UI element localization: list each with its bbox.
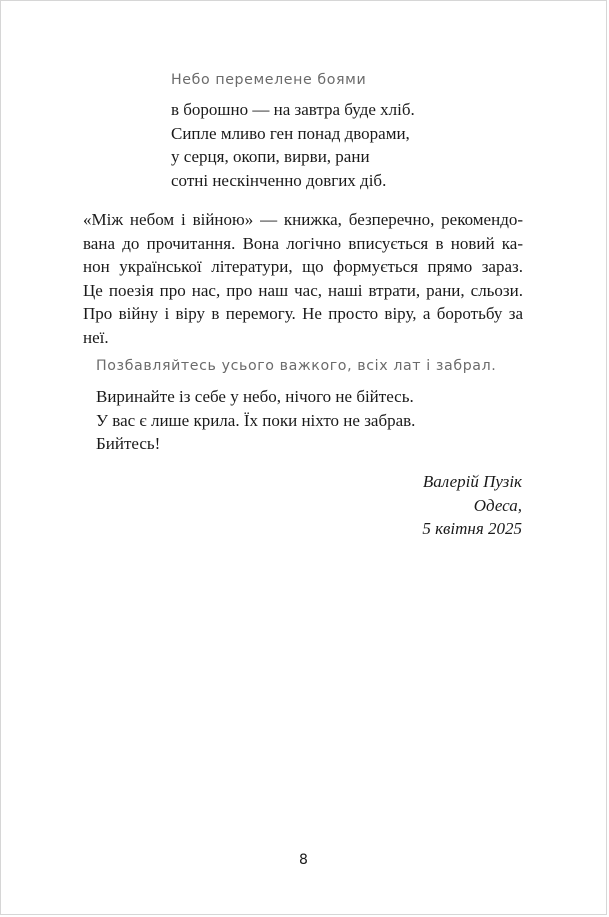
poem1-line: сотні нескінченно довгих діб. [171, 170, 387, 190]
poem2-line: Виринайте із себе у небо, нічого не бійтесь. [96, 387, 414, 406]
page-number: 8 [299, 852, 308, 868]
signature-date: 5 квітня 2025 [422, 519, 522, 538]
signature-block [422, 470, 522, 541]
paragraph-line: нон української літератури, що формується прямо зараз. [83, 257, 523, 276]
poem2-line: У вас є лише крила. Їх поки ніхто не забрав. [96, 410, 416, 430]
paragraph-line: неї. [83, 327, 109, 347]
signature-author: Валерій Пузік [422, 472, 522, 491]
paragraph-line: Це поезія про нас, про наш час, наші втрати, рани, сльози. [83, 280, 523, 300]
poem2-title: Позбавляйтесь усього важкого, всіх лат і забрал. [96, 358, 497, 374]
poem2-line: Бийтесь! [96, 434, 161, 453]
poem1-title: Небо перемелене боями [171, 72, 367, 88]
poem1-line: в борошно — на завтра буде хліб. [171, 100, 415, 119]
signature-city: Одеса, [473, 495, 522, 515]
paragraph-line: «Між небом і війною» — книжка, безперечно, рекомендо- [83, 210, 523, 229]
review-paragraph [83, 208, 523, 349]
poem1-stanza [171, 98, 415, 192]
paragraph-line: вана до прочитання. Вона логічно вписується в новий ка- [83, 233, 523, 253]
paragraph-line: Про війну і віру в перемогу. Не просто віру, а боротьбу за [83, 304, 523, 323]
poem1-line: Сипле мливо ген понад дворами, [171, 123, 410, 143]
poem1-line: у серця, окопи, вирви, рани [171, 147, 370, 166]
poem2-stanza [96, 385, 415, 456]
